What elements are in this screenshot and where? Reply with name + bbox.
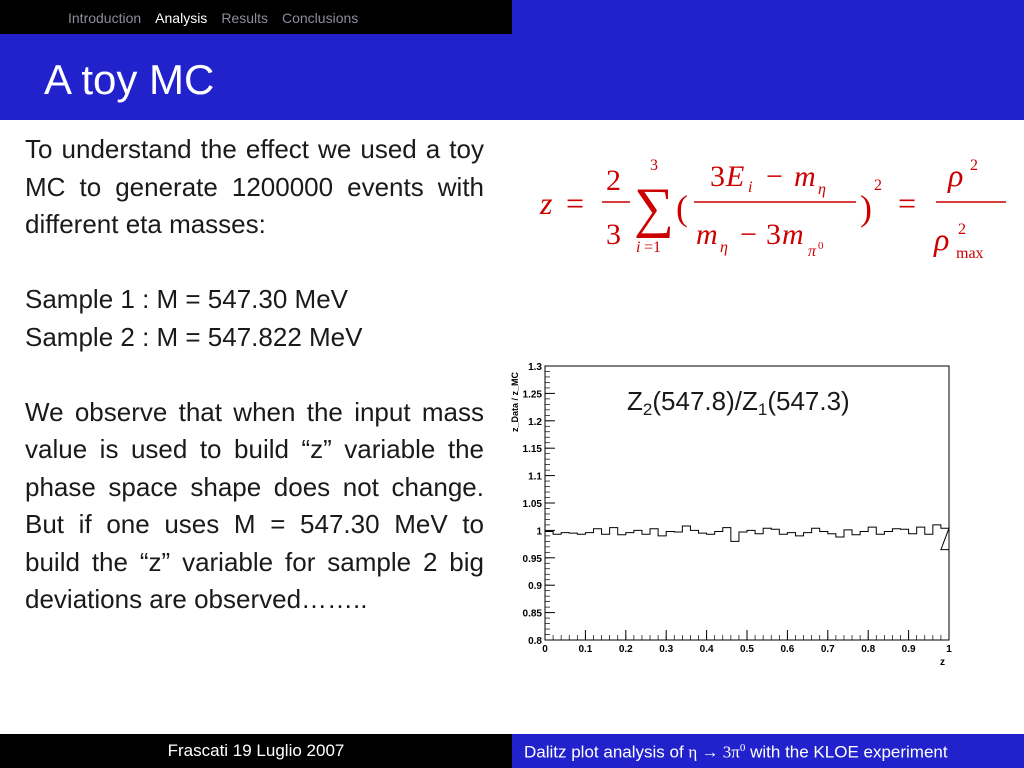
nav-item-introduction[interactable]: Introduction <box>68 10 142 26</box>
z-variable-formula <box>530 140 1010 270</box>
sample-2-line: Sample 2 : M = 547.822 MeV <box>25 321 363 352</box>
footer-right <box>512 734 1024 768</box>
x-tick-label: 0 <box>542 644 548 655</box>
svg-text:m: m <box>696 218 718 251</box>
nav-item-conclusions[interactable]: Conclusions <box>282 10 359 26</box>
y-tick-label: 0.8 <box>528 636 542 647</box>
svg-text:0: 0 <box>818 240 824 252</box>
nav-right-band <box>512 0 1024 34</box>
x-tick-label: 0.2 <box>618 644 633 655</box>
y-axis-title: z_Data / z_MC <box>510 372 520 433</box>
x-tick-label: 0.6 <box>780 644 795 655</box>
slide-title: A toy MC <box>44 56 215 103</box>
svg-text:η: η <box>818 181 826 198</box>
svg-text:2: 2 <box>606 164 621 197</box>
x-tick-label: 0.8 <box>861 644 876 655</box>
svg-text:m: m <box>782 218 804 251</box>
nav-items <box>68 10 358 26</box>
y-tick-label: 1.3 <box>528 362 542 373</box>
histogram-series <box>545 525 949 550</box>
svg-text:3: 3 <box>766 218 781 251</box>
svg-text:η: η <box>720 239 728 256</box>
intro-paragraph: To understand the effect we used a toy MC to generate 1200000 events with different eta masses: <box>25 134 484 239</box>
svg-text:2: 2 <box>874 177 882 194</box>
svg-text:E: E <box>726 160 745 193</box>
svg-text:π: π <box>808 243 817 260</box>
y-tick-label: 0.9 <box>528 581 542 593</box>
svg-text:2: 2 <box>958 221 966 238</box>
svg-text:ρ: ρ <box>948 157 964 193</box>
svg-text:=1: =1 <box>644 239 662 256</box>
x-tick-label: 0.1 <box>578 644 593 655</box>
svg-text:i: i <box>748 179 753 196</box>
footer-date: Frascati 19 Luglio 2007 <box>167 741 345 760</box>
svg-text:): ) <box>860 188 872 228</box>
svg-text:z: z <box>540 185 553 221</box>
x-axis-title: z <box>940 657 945 668</box>
svg-text:m: m <box>794 160 816 193</box>
svg-text:(: ( <box>676 188 688 228</box>
y-tick-label: 1.1 <box>528 471 542 483</box>
y-tick-label: 0.95 <box>522 553 542 565</box>
x-tick-label: 0.7 <box>820 644 835 655</box>
svg-text:=: = <box>898 185 917 221</box>
x-tick-label: 0.9 <box>901 644 916 655</box>
svg-text:max: max <box>956 245 984 262</box>
observation-paragraph: We observe that when the input mass value is used to build “z” variable the phase space shape does not change. But if one uses M = 547.30 MeV to build the “z” variable for sample 2 big deviations are observed…….. <box>25 396 484 614</box>
histogram-line <box>545 525 949 550</box>
y-tick-label: 1 <box>536 526 542 538</box>
y-tick-label: 1.25 <box>522 389 542 401</box>
x-tick-label: 1 <box>946 644 952 655</box>
svg-text:−: − <box>766 160 783 193</box>
footer-left <box>0 734 512 768</box>
nav-item-results[interactable]: Results <box>221 10 268 26</box>
plot-caption: $Z_2(547.8)/Z_1(547.3)$ <box>627 386 850 419</box>
svg-text:3: 3 <box>606 218 621 251</box>
svg-text:i: i <box>636 239 641 256</box>
navigation-bar <box>0 0 512 34</box>
svg-text:ρ: ρ <box>934 221 950 257</box>
x-tick-label: 0.3 <box>659 644 674 655</box>
y-tick-label: 1.2 <box>528 416 542 428</box>
footer-talk-title: Dalitz plot analysis of $\eta \to 3\pi^0$ with the KLOE experiment <box>524 742 948 762</box>
y-tick-label: 1.05 <box>522 499 542 510</box>
y-tick-label: 0.85 <box>522 608 542 620</box>
body-text <box>25 131 484 619</box>
svg-text:−: − <box>740 218 757 251</box>
svg-text:2: 2 <box>970 157 978 174</box>
y-tick-label: 1.15 <box>522 444 542 456</box>
x-tick-label: 0.4 <box>699 644 714 655</box>
svg-text:∑: ∑ <box>634 177 674 239</box>
nav-item-analysis[interactable]: Analysis <box>155 10 208 26</box>
svg-text:3: 3 <box>710 160 725 193</box>
x-tick-label: 0.5 <box>740 644 754 655</box>
svg-text:=: = <box>566 185 585 221</box>
svg-text:3: 3 <box>650 157 658 174</box>
sample-1-line: Sample 1 : M = 547.30 MeV <box>25 284 349 314</box>
title-band <box>0 34 1024 120</box>
